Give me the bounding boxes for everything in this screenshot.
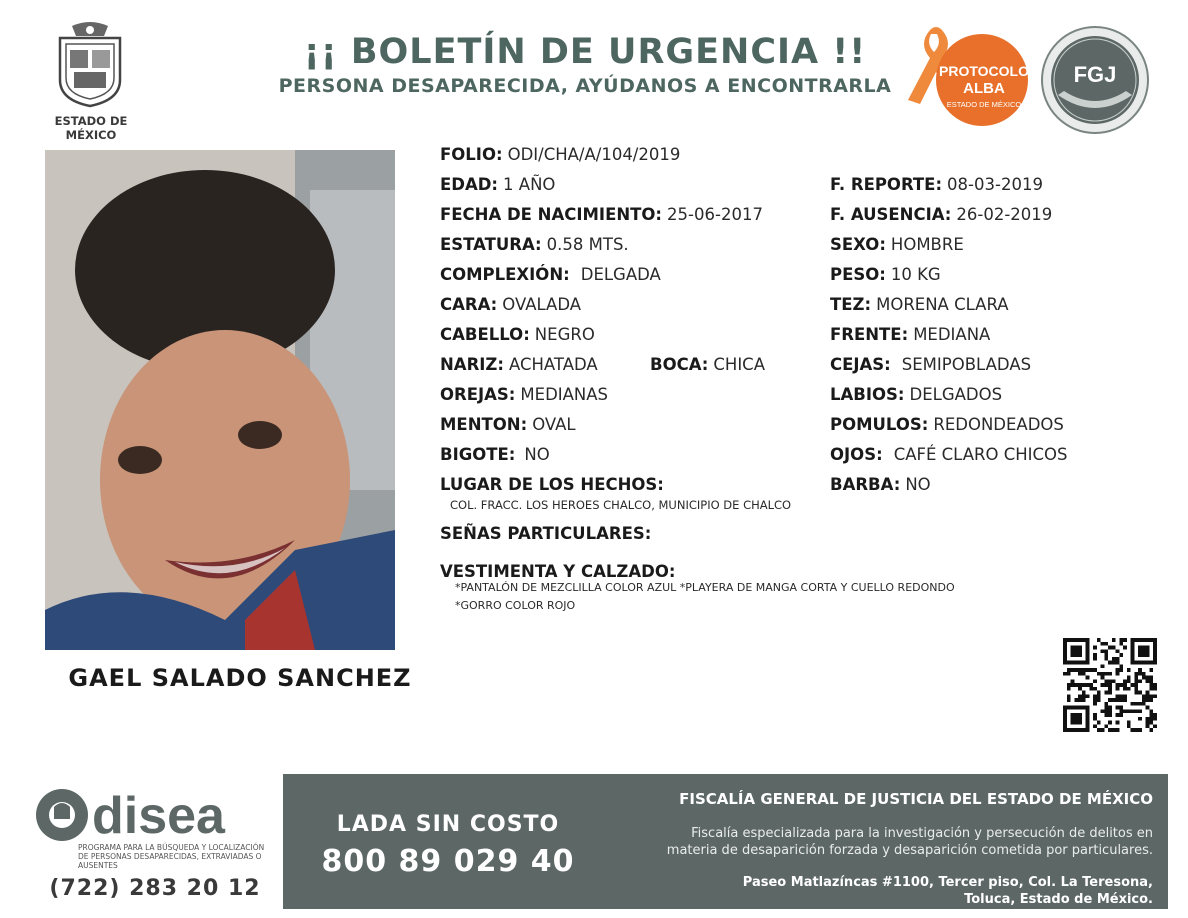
field-value: 26-02-2019 bbox=[956, 205, 1053, 224]
field-value: DELGADA bbox=[580, 265, 661, 284]
field-label: BOCA: bbox=[650, 355, 709, 374]
field-edad bbox=[440, 175, 555, 194]
field-labios bbox=[830, 385, 1002, 404]
field-label: CEJAS: bbox=[830, 355, 891, 374]
field-label: OREJAS: bbox=[440, 385, 516, 404]
field-label: CARA: bbox=[440, 295, 498, 314]
field-frente bbox=[830, 325, 990, 344]
qr-code[interactable] bbox=[1063, 638, 1157, 732]
field-value: ODI/CHA/A/104/2019 bbox=[507, 145, 681, 164]
field-label: CABELLO: bbox=[440, 325, 530, 344]
field-sexo bbox=[830, 235, 964, 254]
field-f-ausencia bbox=[830, 205, 1052, 224]
odisea-program-text: PROGRAMA PARA LA BÚSQUEDA Y LOCALIZACIÓN DE PERSONAS DESAPARECIDAS, EXTRAVIADAS O AUSENTES bbox=[78, 843, 265, 870]
field-value: 10 KG bbox=[890, 265, 941, 284]
field-menton bbox=[440, 415, 576, 434]
field-value: 25-06-2017 bbox=[667, 205, 763, 224]
field-label: SEXO: bbox=[830, 235, 886, 254]
field-label: PESO: bbox=[830, 265, 886, 284]
fgjem-description-line-2: materia de desaparición forzada y desaparición cometida por particulares. bbox=[666, 843, 1153, 858]
field-cabello bbox=[440, 325, 595, 344]
odisea-brand-text: disea bbox=[92, 787, 225, 845]
field-tez bbox=[830, 295, 1009, 314]
field-label: BIGOTE: bbox=[440, 445, 516, 464]
field-value: MEDIANAS bbox=[520, 385, 609, 404]
missing-person-photo bbox=[45, 150, 395, 650]
field-label: OJOS: bbox=[830, 445, 883, 464]
field-value: DELGADOS bbox=[909, 385, 1003, 404]
fgjem-description bbox=[605, 825, 1153, 859]
field-label: BARBA: bbox=[830, 475, 901, 494]
field-boca bbox=[650, 355, 765, 374]
lada-label: LADA SIN COSTO bbox=[336, 812, 560, 837]
field-value: 1 AÑO bbox=[503, 175, 556, 194]
field-label: F. REPORTE: bbox=[830, 175, 943, 194]
field-label: EDAD: bbox=[440, 175, 499, 194]
fgjem-title: FISCALÍA GENERAL DE JUSTICIA DEL ESTADO DE MÉXICO bbox=[679, 790, 1153, 808]
odisea-phone[interactable]: (722) 283 20 12 bbox=[49, 876, 261, 901]
field-orejas bbox=[440, 385, 608, 404]
field-label: NARIZ: bbox=[440, 355, 504, 374]
field-senas-particulares bbox=[440, 524, 656, 543]
field-label: FOLIO: bbox=[440, 145, 503, 164]
field-label: VESTIMENTA Y CALZADO: bbox=[440, 562, 676, 581]
field-label: LABIOS: bbox=[830, 385, 905, 404]
vestimenta-line-1: *PANTALÓN DE MEZCLILLA COLOR AZUL *PLAYERA DE MANGA CORTA Y CUELLO REDONDO bbox=[455, 581, 955, 594]
field-value: NO bbox=[524, 445, 550, 464]
field-value: 08-03-2019 bbox=[947, 175, 1043, 194]
field-value: NO bbox=[905, 475, 931, 494]
field-peso bbox=[830, 265, 941, 284]
fgj-seal bbox=[1040, 25, 1150, 135]
field-estatura bbox=[440, 235, 629, 254]
fgj-seal-text: FGJ bbox=[1073, 62, 1117, 87]
estado-de-mexico-emblem bbox=[52, 20, 128, 108]
field-value: SEMIPOBLADAS bbox=[901, 355, 1032, 374]
fgjem-address-line-2: Toluca, Estado de México. bbox=[964, 892, 1153, 907]
field-complexion bbox=[440, 265, 661, 284]
field-cara bbox=[440, 295, 581, 314]
field-label: POMULOS: bbox=[830, 415, 929, 434]
fgjem-description-line-1: Fiscalía especializada para la investigación y persecución de delitos en bbox=[691, 826, 1153, 841]
fgjem-address-line-1: Paseo Matlazíncas #1100, Tercer piso, Col. La Teresona, bbox=[742, 875, 1153, 890]
field-label: MENTON: bbox=[440, 415, 528, 434]
field-value: HOMBRE bbox=[890, 235, 964, 254]
bulletin-title: ¡¡ BOLETÍN DE URGENCIA !! bbox=[303, 32, 867, 72]
field-nariz bbox=[440, 355, 598, 374]
field-f-reporte bbox=[830, 175, 1043, 194]
field-value: OVAL bbox=[532, 415, 576, 434]
field-label: F. AUSENCIA: bbox=[830, 205, 952, 224]
field-value: ACHATADA bbox=[509, 355, 598, 374]
field-pomulos bbox=[830, 415, 1064, 434]
field-folio bbox=[440, 145, 680, 164]
lugar-hechos-value: COL. FRACC. LOS HEROES CHALCO, MUNICIPIO DE CHALCO bbox=[450, 498, 792, 512]
alba-text-line2: ALBA bbox=[963, 80, 1005, 97]
person-name: GAEL SALADO SANCHEZ bbox=[68, 664, 412, 692]
field-label: TEZ: bbox=[830, 295, 872, 314]
field-ojos bbox=[830, 445, 1068, 464]
field-label: FRENTE: bbox=[830, 325, 909, 344]
field-lugar-hechos bbox=[440, 475, 669, 494]
field-label: FECHA DE NACIMIENTO: bbox=[440, 205, 663, 224]
field-label: LUGAR DE LOS HECHOS: bbox=[440, 475, 664, 494]
field-fecha-nacimiento bbox=[440, 205, 763, 224]
vestimenta-line-2: *GORRO COLOR ROJO bbox=[455, 599, 576, 612]
field-value: REDONDEADOS bbox=[933, 415, 1064, 434]
field-label: SEÑAS PARTICULARES: bbox=[440, 524, 652, 543]
field-value: NEGRO bbox=[534, 325, 595, 344]
alba-text-line1: PROTOCOLO bbox=[939, 63, 1029, 79]
field-bigote bbox=[440, 445, 550, 464]
lada-number[interactable]: 800 89 029 40 bbox=[321, 844, 575, 879]
field-value: MEDIANA bbox=[913, 325, 991, 344]
protocolo-alba-logo bbox=[900, 22, 1030, 134]
state-name: ESTADO DE MÉXICO bbox=[54, 114, 128, 142]
field-label: ESTATURA: bbox=[440, 235, 542, 254]
field-barba bbox=[830, 475, 931, 494]
bulletin-subtitle: PERSONA DESAPARECIDA, AYÚDANOS A ENCONTRARLA bbox=[278, 75, 892, 97]
field-vestimenta bbox=[440, 562, 680, 581]
field-value: CHICA bbox=[713, 355, 765, 374]
field-value: 0.58 MTS. bbox=[546, 235, 629, 254]
field-value: OVALADA bbox=[502, 295, 582, 314]
field-label: COMPLEXIÓN: bbox=[440, 265, 570, 284]
field-value: CAFÉ CLARO CHICOS bbox=[893, 445, 1068, 464]
field-cejas bbox=[830, 355, 1031, 374]
alba-text-line3: ESTADO DE MÉXICO bbox=[946, 100, 1022, 109]
fgjem-address bbox=[605, 874, 1153, 908]
field-value: MORENA CLARA bbox=[876, 295, 1009, 314]
